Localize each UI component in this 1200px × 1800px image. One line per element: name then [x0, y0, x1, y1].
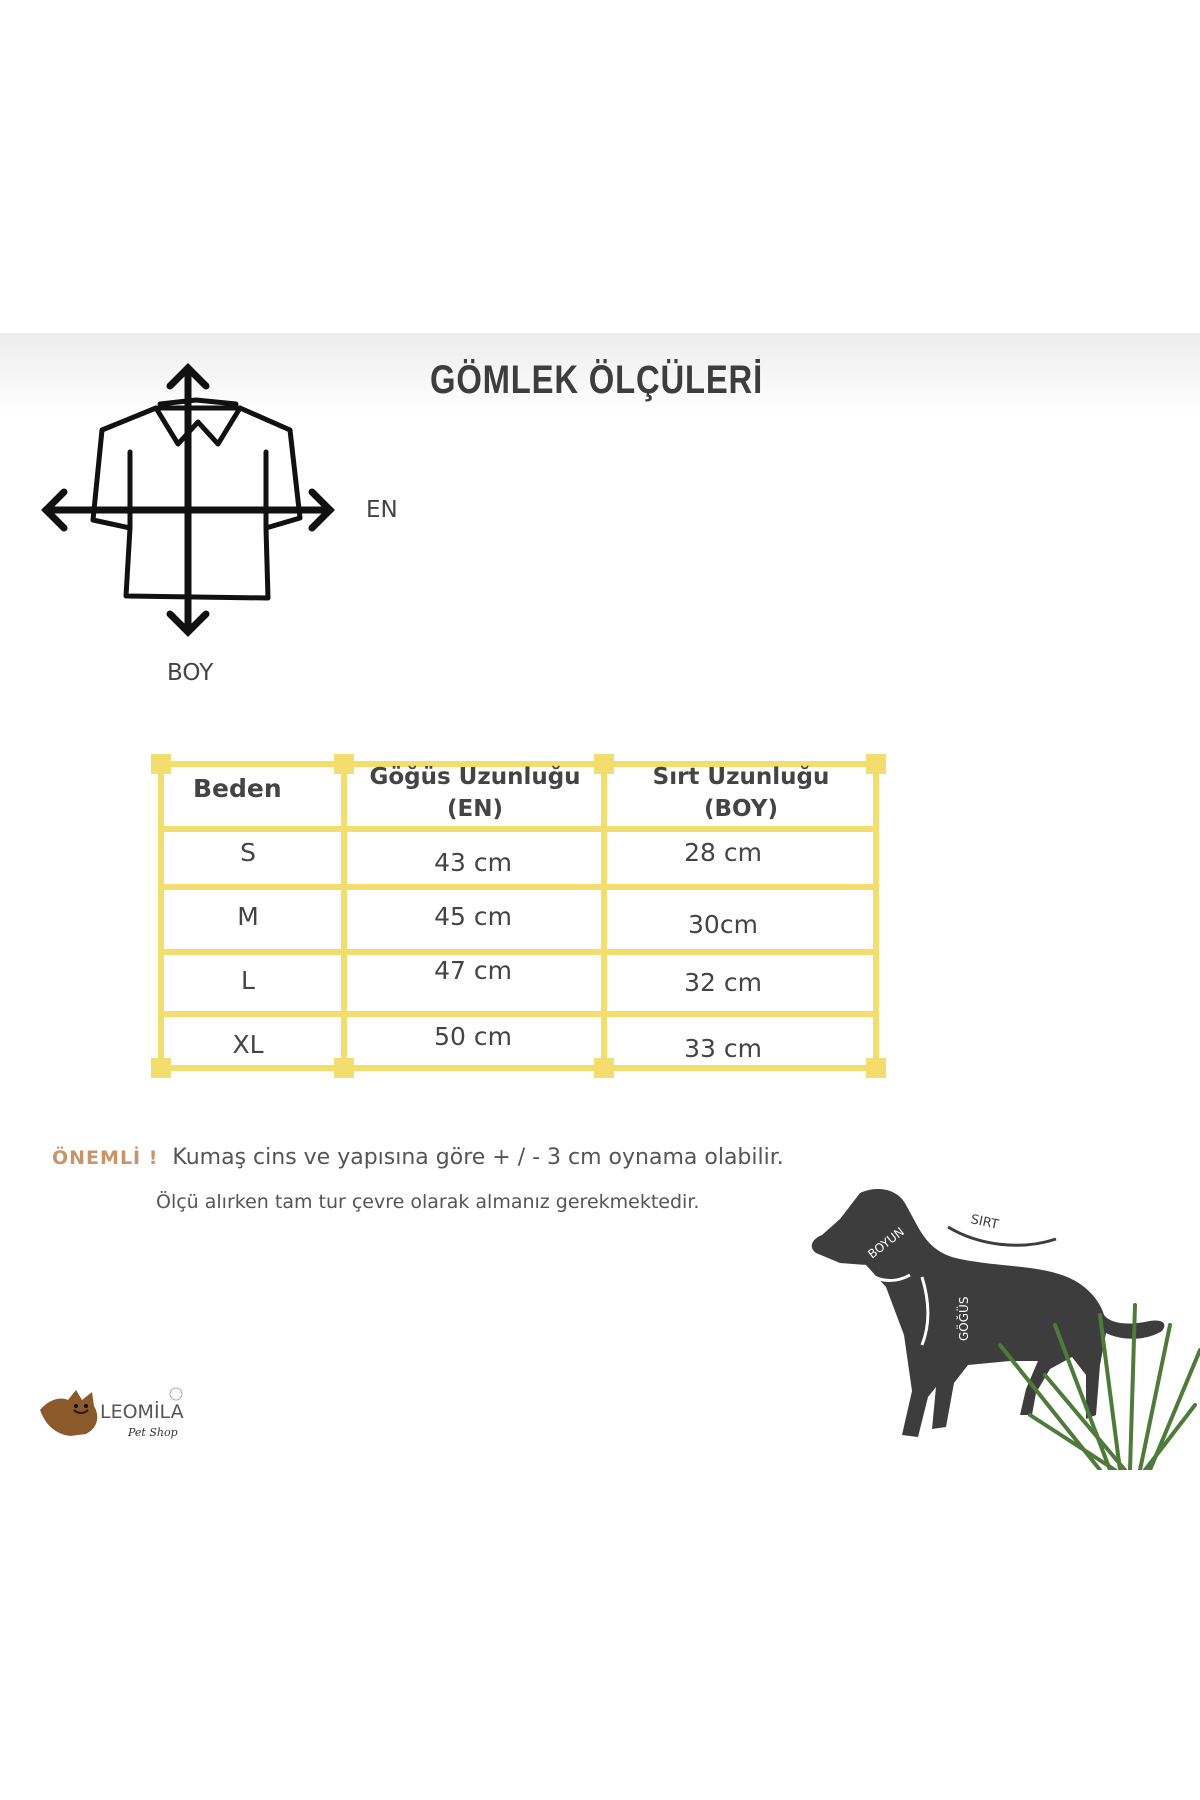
row-chest: 47 cm: [434, 956, 512, 985]
page-title: GÖMLEK ÖLÇÜLERİ: [430, 358, 763, 402]
row-chest: 43 cm: [434, 848, 512, 877]
row-size: L: [241, 966, 255, 995]
important-note: [52, 1145, 784, 1170]
row-back: 32 cm: [684, 968, 762, 997]
row-chest: 50 cm: [434, 1022, 512, 1051]
header-chest-sub: (EN): [447, 796, 503, 822]
dog-measure-illustration: [800, 1175, 1200, 1470]
dog-label-chest: GÖĞÜS: [957, 1296, 971, 1341]
row-back: 33 cm: [684, 1034, 762, 1063]
dog-label-neck: BOYUN: [865, 1224, 907, 1262]
header-size: Beden: [193, 774, 282, 803]
header-back: Sırt Uzunluğu: [652, 764, 830, 790]
dog-logo-icon: [40, 1390, 97, 1436]
logo-tagline: Pet Shop: [128, 1426, 178, 1439]
header-chest: Göğüs Uzunluğu: [369, 764, 581, 790]
header-back-sub: (BOY): [704, 796, 778, 822]
measure-note: Ölçü alırken tam tur çevre olarak almanız gerekmektedir.: [156, 1191, 700, 1213]
row-size: M: [237, 902, 259, 931]
logo-name: LEOMİLA: [100, 1401, 184, 1423]
leomila-logo: [30, 1370, 200, 1450]
important-text: Kumaş cins ve yapısına göre + / - 3 cm oynama olabilir.: [172, 1145, 784, 1170]
row-back: 28 cm: [684, 838, 762, 867]
width-label: EN: [366, 497, 398, 523]
important-label: ÖNEMLİ !: [52, 1147, 159, 1169]
row-back: 30cm: [688, 910, 758, 939]
size-table: [148, 752, 888, 1082]
row-size: XL: [232, 1030, 264, 1059]
dog-label-back: SIRT: [969, 1212, 1000, 1233]
row-chest: 45 cm: [434, 902, 512, 931]
length-label: BOY: [167, 660, 214, 686]
row-size: S: [240, 838, 256, 867]
shirt-measure-diagram: [38, 360, 338, 650]
